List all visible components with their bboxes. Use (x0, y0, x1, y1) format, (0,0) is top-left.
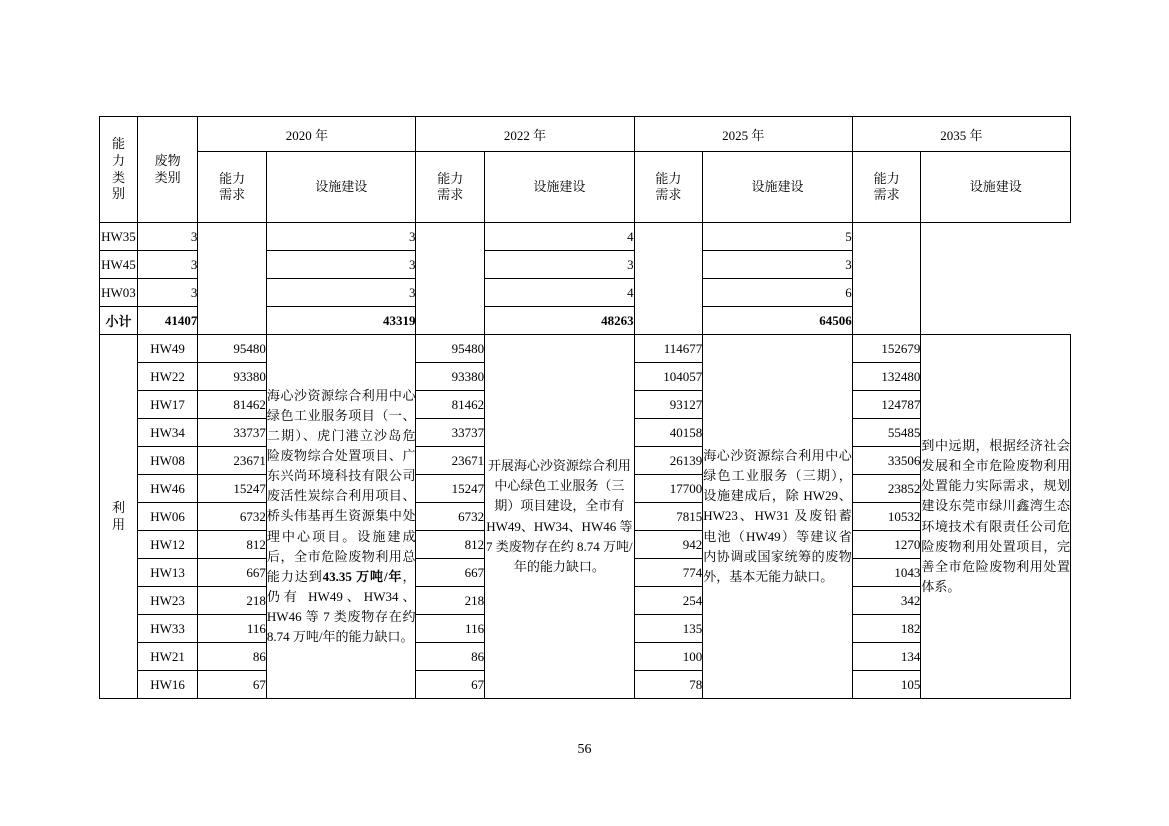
value-2022: 95480 (416, 335, 485, 363)
waste-code: HW08 (137, 447, 197, 475)
header-need-2025 (634, 152, 703, 223)
build-2025-utilization: 海心沙资源综合利用中心绿色工业服务（三期），设施建成后，除 HW29、HW23、HW31 及废铅蓄电池（HW49）等建议省内协调或国家统筹的废物外，基本无能力缺口。 (703, 335, 853, 699)
value-2020: 23671 (198, 447, 267, 475)
page-number: 56 (577, 742, 592, 757)
value-2025: 254 (634, 587, 703, 615)
waste-code: HW03 (100, 279, 138, 307)
value-2035: 33506 (852, 447, 921, 475)
value-2035: 5 (703, 223, 853, 251)
value-2022: 23671 (416, 447, 485, 475)
subtotal-2020: 41407 (137, 307, 197, 335)
value-2025: 7815 (634, 503, 703, 531)
value-2022: 3 (266, 279, 416, 307)
header-year-2020: 2020 年 (198, 117, 416, 152)
value-2020: 93380 (198, 363, 267, 391)
header-need-2035 (852, 152, 921, 223)
value-2022: 3 (266, 251, 416, 279)
value-2025: 104057 (634, 363, 703, 391)
header-need-line-2: 需求 (219, 187, 246, 202)
category-utilization-line-2: 用 (111, 516, 125, 532)
header-build-2025: 设施建设 (703, 152, 853, 223)
waste-code: HW46 (137, 475, 197, 503)
waste-code: HW13 (137, 559, 197, 587)
waste-code: HW17 (137, 391, 197, 419)
value-2020: 6732 (198, 503, 267, 531)
value-2025: 135 (634, 615, 703, 643)
waste-code: HW35 (100, 223, 138, 251)
table-row (100, 223, 1071, 251)
table-header-row-years (100, 117, 1071, 152)
header-need-line-1: 能力 (437, 170, 464, 186)
table-header-row-subs (100, 152, 1071, 223)
value-2022: 218 (416, 587, 485, 615)
value-2025: 17700 (634, 475, 703, 503)
header-year-2022: 2022 年 (416, 117, 634, 152)
value-2035: 182 (852, 615, 921, 643)
header-waste-category-line-1: 废物 (154, 152, 181, 168)
value-2035: 152679 (852, 335, 921, 363)
header-need-line-2: 需求 (655, 187, 682, 202)
waste-code: HW23 (137, 587, 197, 615)
table-row (100, 335, 1071, 363)
waste-code: HW16 (137, 671, 197, 699)
value-2020: 218 (198, 587, 267, 615)
waste-code: HW33 (137, 615, 197, 643)
header-need-line-2: 需求 (437, 187, 464, 202)
value-2035: 23852 (852, 475, 921, 503)
value-2035: 124787 (852, 391, 921, 419)
value-2035: 1270 (852, 531, 921, 559)
build-2020-utilization (266, 335, 416, 699)
value-2025: 942 (634, 531, 703, 559)
category-utilization (100, 335, 138, 699)
value-2022: 812 (416, 531, 485, 559)
subtotal-2035: 64506 (703, 307, 853, 335)
value-2035: 105 (852, 671, 921, 699)
header-capacity-category-line-2: 力 (111, 152, 125, 168)
value-2022: 86 (416, 643, 485, 671)
value-2025: 100 (634, 643, 703, 671)
header-need-2022 (416, 152, 485, 223)
value-2020: 81462 (198, 391, 267, 419)
value-2035: 3 (703, 251, 853, 279)
value-2022: 81462 (416, 391, 485, 419)
value-2020: 667 (198, 559, 267, 587)
waste-code: HW12 (137, 531, 197, 559)
value-2022: 67 (416, 671, 485, 699)
value-2020: 116 (198, 615, 267, 643)
value-2022: 33737 (416, 419, 485, 447)
header-need-2020 (198, 152, 267, 223)
value-2022: 667 (416, 559, 485, 587)
header-build-2020: 设施建设 (266, 152, 416, 223)
value-2025: 26139 (634, 447, 703, 475)
build-2020-part-3: ，仍有 HW49、HW34、HW46 等 7 类废物存在约 8.74 万吨/年的能力缺口。 (266, 568, 416, 645)
build-2020-part-2: 43.35 万吨/年 (322, 568, 403, 584)
value-2022: 93380 (416, 363, 485, 391)
value-2020: 812 (198, 531, 267, 559)
header-year-2035: 2035 年 (852, 117, 1070, 152)
subtotal-label: 小计 (100, 307, 138, 335)
value-2025: 774 (634, 559, 703, 587)
waste-code: HW22 (137, 363, 197, 391)
value-2025: 40158 (634, 419, 703, 447)
value-2020: 3 (137, 279, 197, 307)
value-2035: 134 (852, 643, 921, 671)
value-2035: 342 (852, 587, 921, 615)
header-capacity-category-line-1: 能 (111, 135, 125, 151)
build-2022-top (416, 223, 485, 335)
build-2020-top (198, 223, 267, 335)
capacity-demand-table (99, 116, 1071, 699)
value-2025: 4 (485, 223, 635, 251)
header-need-line-2: 需求 (873, 187, 900, 202)
header-capacity-category-line-4: 别 (111, 186, 125, 202)
header-year-2025: 2025 年 (634, 117, 852, 152)
build-2025-top (634, 223, 703, 335)
capacity-table-container (99, 116, 1071, 699)
value-2020: 15247 (198, 475, 267, 503)
value-2025: 4 (485, 279, 635, 307)
waste-code: HW49 (137, 335, 197, 363)
header-capacity-category-line-3: 类 (111, 169, 125, 185)
build-2022-utilization: 开展海心沙资源综合利用中心绿色工业服务（三期）项目建设，全市有 HW49、HW34、HW46 等 7 类废物存在约 8.74 万吨/年的能力缺口。 (485, 335, 635, 699)
value-2035: 6 (703, 279, 853, 307)
build-2020-part-1: 海心沙资源综合利用中心绿色工业服务项目（一、二期）、虎门港立沙岛危险废物综合处置项目、广东兴尚环境科技有限公司废活性炭综合利用项目、桥头伟基再生资源集中处理中心项目。设施建成后，全市危险废物利用总能力达到 (266, 387, 416, 584)
header-need-line-1: 能力 (873, 170, 900, 186)
value-2025: 114677 (634, 335, 703, 363)
category-utilization-line-1: 利 (111, 499, 125, 515)
subtotal-2025: 48263 (485, 307, 635, 335)
header-capacity-category (100, 117, 138, 223)
value-2035: 10532 (852, 503, 921, 531)
value-2035: 55485 (852, 419, 921, 447)
value-2020: 3 (137, 251, 197, 279)
value-2035: 132480 (852, 363, 921, 391)
waste-code: HW34 (137, 419, 197, 447)
value-2025: 93127 (634, 391, 703, 419)
waste-code: HW21 (137, 643, 197, 671)
value-2025: 78 (634, 671, 703, 699)
waste-code: HW06 (137, 503, 197, 531)
header-build-2022: 设施建设 (485, 152, 635, 223)
header-need-line-1: 能力 (655, 170, 682, 186)
build-2035-utilization: 到中远期，根据经济社会发展和全市危险废物利用处置能力实际需求，规划建设东莞市绿川鑫湾生态环境技术有限责任公司危险废物利用处置项目，完善全市危险废物利用处置体系。 (921, 335, 1071, 699)
header-need-line-1: 能力 (219, 170, 246, 186)
value-2022: 15247 (416, 475, 485, 503)
header-waste-category-line-2: 类别 (154, 169, 181, 185)
value-2022: 3 (266, 223, 416, 251)
value-2035: 1043 (852, 559, 921, 587)
value-2020: 95480 (198, 335, 267, 363)
value-2020: 3 (137, 223, 197, 251)
value-2022: 116 (416, 615, 485, 643)
value-2020: 33737 (198, 419, 267, 447)
subtotal-2022: 43319 (266, 307, 416, 335)
header-build-2035: 设施建设 (921, 152, 1071, 223)
header-waste-category (137, 117, 197, 223)
waste-code: HW45 (100, 251, 138, 279)
value-2020: 67 (198, 671, 267, 699)
value-2022: 6732 (416, 503, 485, 531)
build-2035-top (852, 223, 921, 335)
value-2020: 86 (198, 643, 267, 671)
value-2025: 3 (485, 251, 635, 279)
